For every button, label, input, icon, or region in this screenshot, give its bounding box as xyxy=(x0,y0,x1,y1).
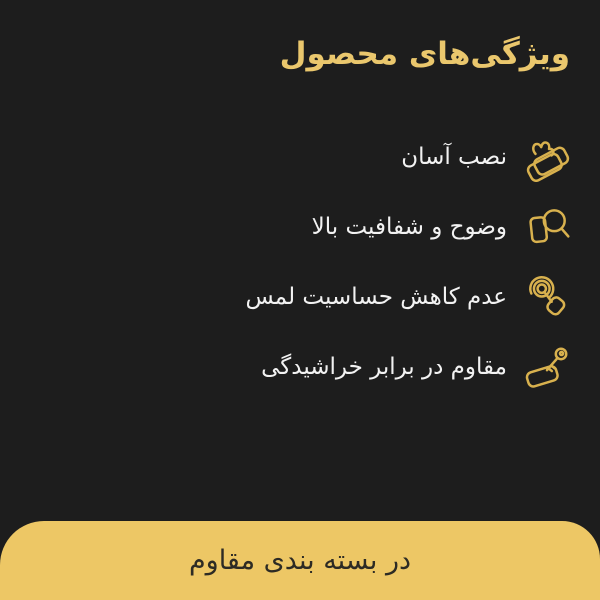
feature-label: عدم کاهش حساسیت لمس xyxy=(245,284,507,310)
touch-sensitivity-icon xyxy=(522,271,574,323)
key-scratch-icon xyxy=(522,341,574,393)
magnifier-clarity-icon xyxy=(522,201,574,253)
feature-label: وضوح و شفافیت بالا xyxy=(311,214,507,240)
page-title: ویژگی‌های محصول xyxy=(279,36,570,72)
feature-item-clarity xyxy=(245,202,574,252)
features-list xyxy=(245,132,574,392)
hand-install-icon xyxy=(522,131,574,183)
feature-item-easy-install xyxy=(245,132,574,182)
packaging-banner xyxy=(0,521,600,600)
feature-label: نصب آسان xyxy=(401,144,507,170)
feature-item-scratch-resistant xyxy=(245,342,574,392)
packaging-banner-label: در بسته بندی مقاوم xyxy=(188,545,412,576)
feature-item-touch-sensitivity xyxy=(245,272,574,322)
feature-label: مقاوم در برابر خراشیدگی xyxy=(261,354,507,380)
